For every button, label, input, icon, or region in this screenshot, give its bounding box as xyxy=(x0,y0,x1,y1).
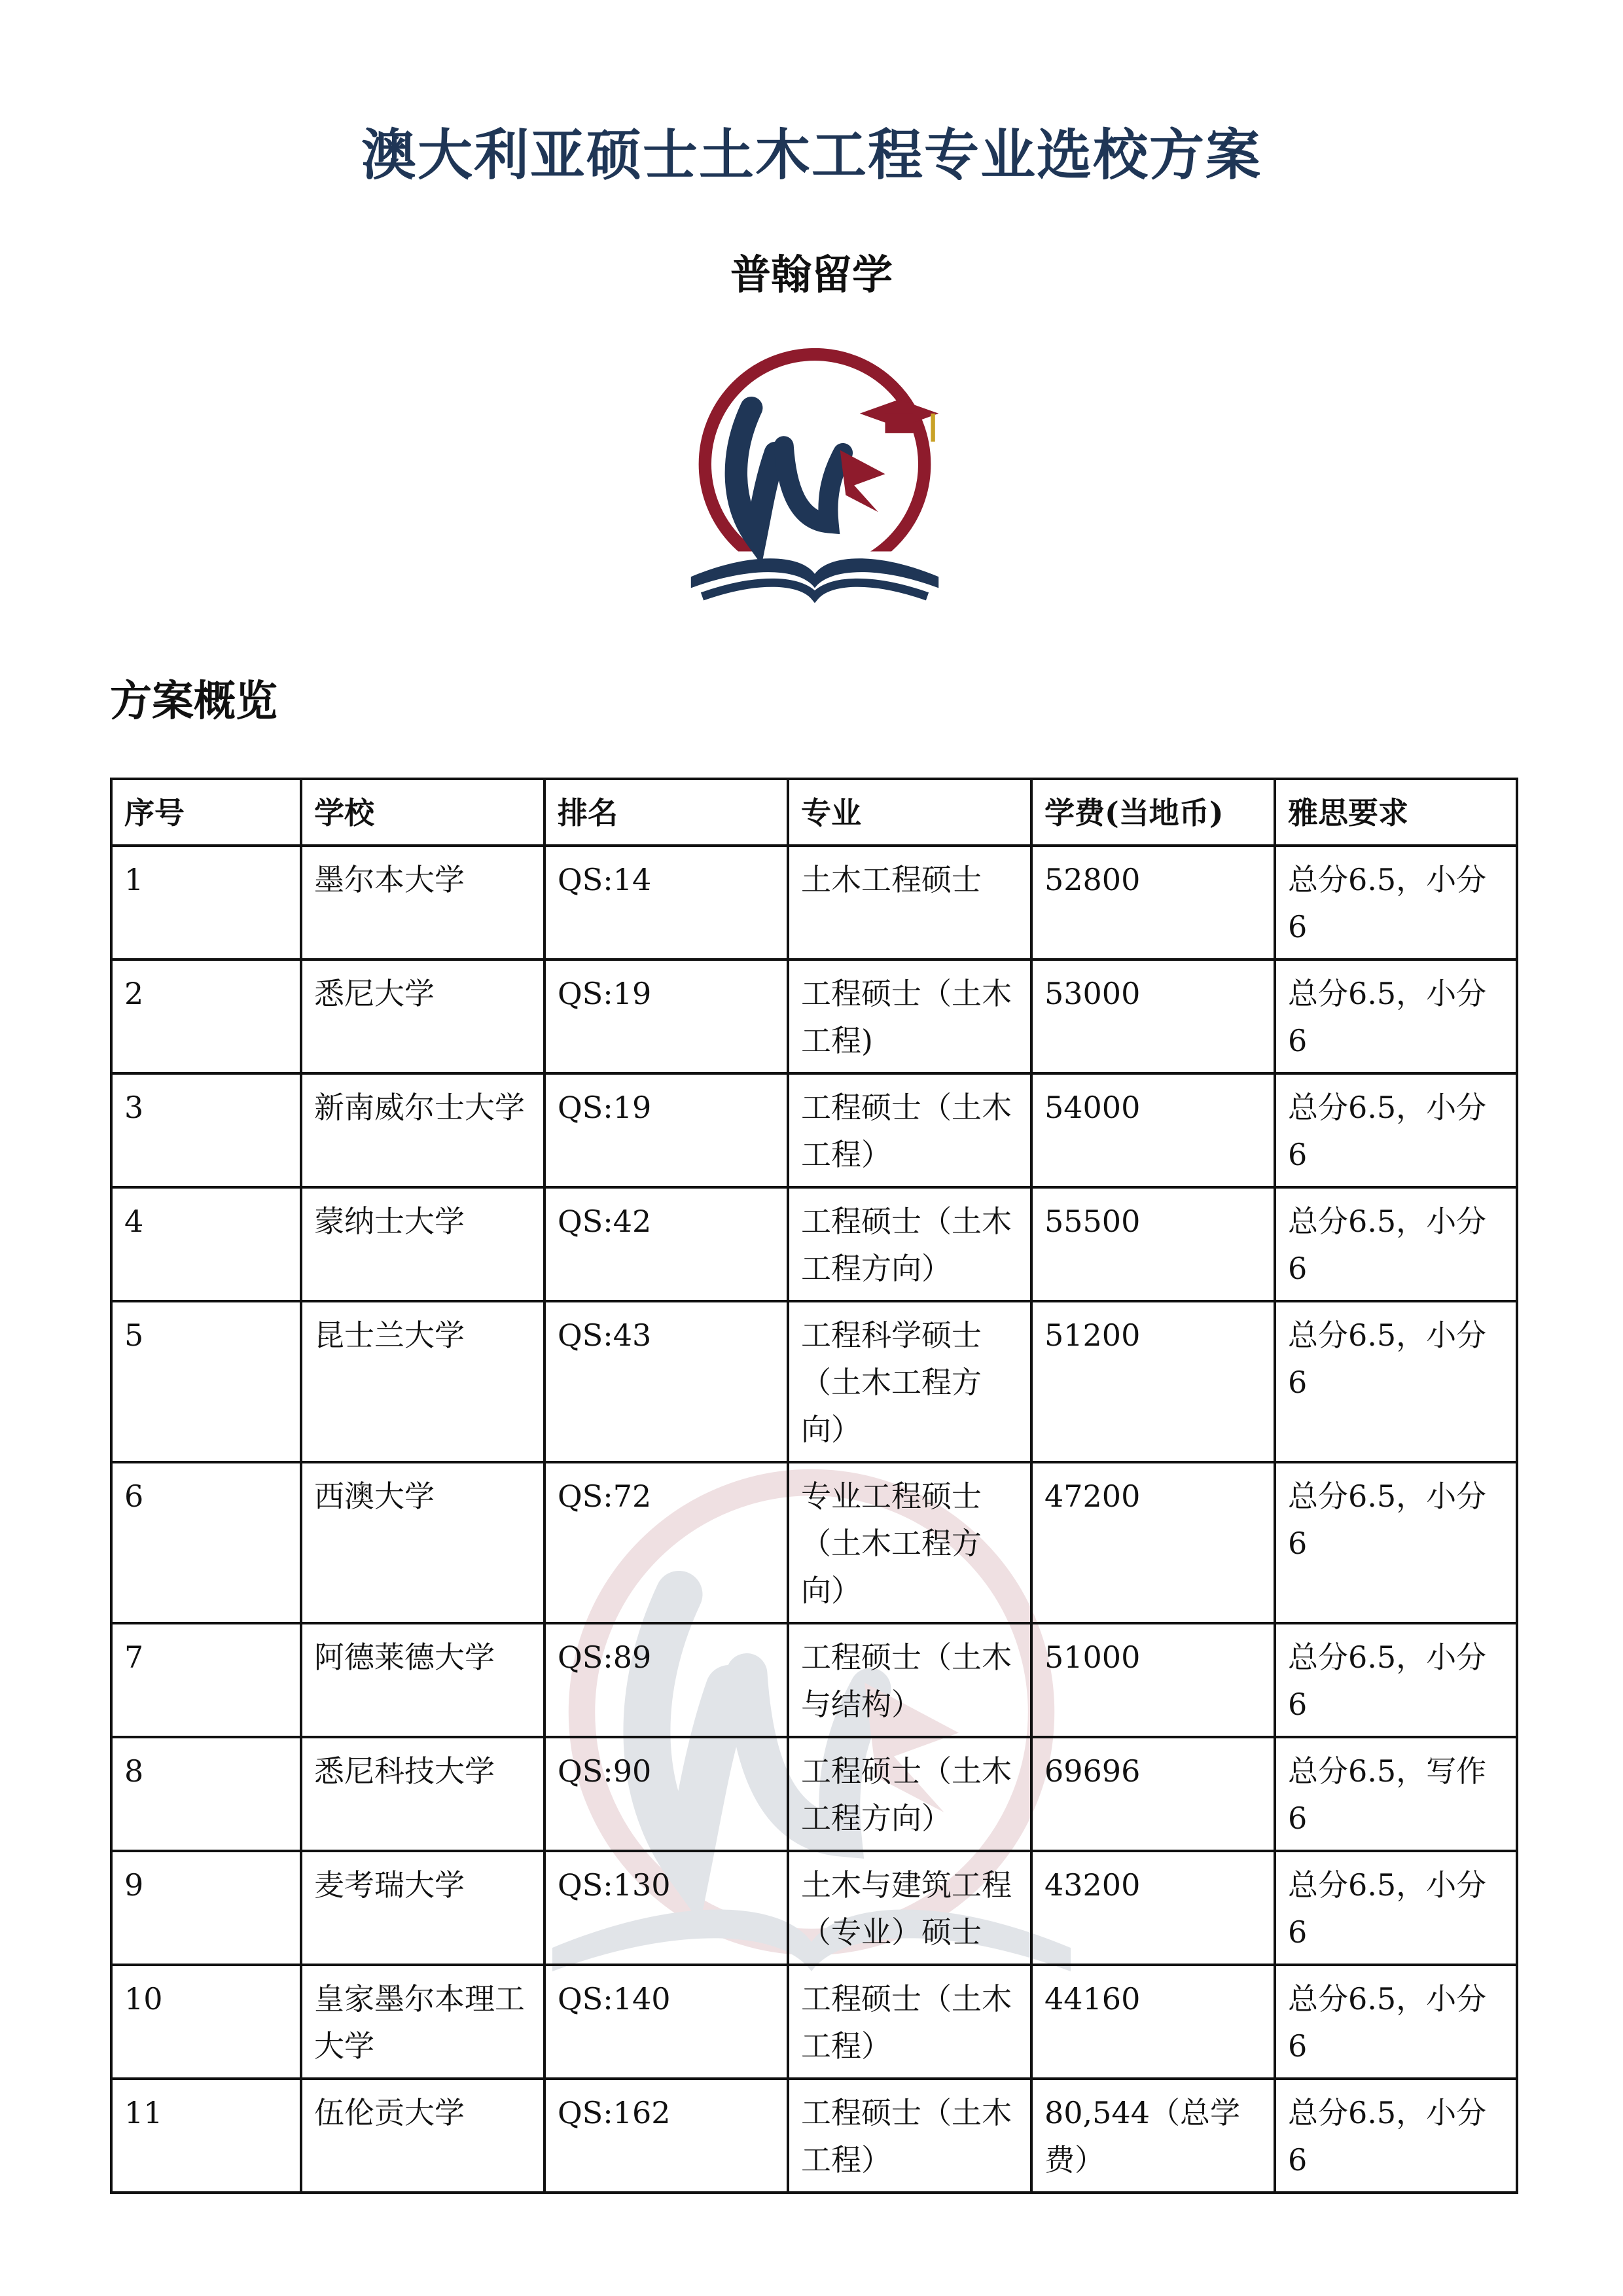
cell-major: 工程硕士（土木与结构） xyxy=(788,1623,1031,1737)
cell-major: 土木工程硕士 xyxy=(788,846,1031,960)
table-row xyxy=(111,1965,1517,2079)
cell-tuition: 52800 xyxy=(1031,846,1275,960)
cell-ranking: QS:90 xyxy=(544,1737,788,1851)
header-ranking: 排名 xyxy=(544,779,788,846)
cell-tuition: 80,544（总学费） xyxy=(1031,2079,1275,2193)
cell-major: 专业工程硕士（土木工程方向） xyxy=(788,1462,1031,1623)
cell-ielts: 总分6.5，小分6 xyxy=(1275,1187,1517,1301)
cell-ranking: QS:140 xyxy=(544,1965,788,2079)
cell-tuition: 51000 xyxy=(1031,1623,1275,1737)
cell-major: 工程硕士（土木工程方向） xyxy=(788,1737,1031,1851)
cell-tuition: 69696 xyxy=(1031,1737,1275,1851)
table-row xyxy=(111,1462,1517,1623)
cell-index: 4 xyxy=(111,1187,301,1301)
header-school: 学校 xyxy=(301,779,544,846)
cell-tuition: 55500 xyxy=(1031,1187,1275,1301)
document-title: 澳大利亚硕士土木工程专业选校方案 xyxy=(361,122,1262,187)
cell-ranking: QS:14 xyxy=(544,846,788,960)
header-tuition: 学费(当地币) xyxy=(1031,779,1275,846)
cell-tuition: 47200 xyxy=(1031,1462,1275,1623)
cell-index: 5 xyxy=(111,1301,301,1462)
cell-ielts: 总分6.5，小分6 xyxy=(1275,2079,1517,2193)
cell-major: 工程硕士（土木工程） xyxy=(788,1965,1031,2079)
cell-major: 工程硕士（土木工程方向） xyxy=(788,1187,1031,1301)
header-major: 专业 xyxy=(788,779,1031,846)
table-row xyxy=(111,1301,1517,1462)
table-header-row xyxy=(111,779,1517,846)
table-row xyxy=(111,2079,1517,2193)
cell-school: 伍伦贡大学 xyxy=(301,2079,544,2193)
cell-ielts: 总分6.5，小分6 xyxy=(1275,1623,1517,1737)
cell-school: 悉尼科技大学 xyxy=(301,1737,544,1851)
cell-school: 皇家墨尔本理工大学 xyxy=(301,1965,544,2079)
cell-school: 麦考瑞大学 xyxy=(301,1851,544,1965)
header-index: 序号 xyxy=(111,779,301,846)
cell-index: 11 xyxy=(111,2079,301,2193)
cell-index: 2 xyxy=(111,960,301,1073)
table-row xyxy=(111,1737,1517,1851)
table-row xyxy=(111,960,1517,1073)
table-row xyxy=(111,1623,1517,1737)
cell-tuition: 51200 xyxy=(1031,1301,1275,1462)
cell-major: 土木与建筑工程（专业）硕士 xyxy=(788,1851,1031,1965)
cell-ielts: 总分6.5，小分6 xyxy=(1275,1073,1517,1187)
cell-ranking: QS:42 xyxy=(544,1187,788,1301)
cell-major: 工程硕士（土木工程） xyxy=(788,1073,1031,1187)
cell-school: 悉尼大学 xyxy=(301,960,544,1073)
table-row xyxy=(111,1073,1517,1187)
cell-ielts: 总分6.5，小分6 xyxy=(1275,846,1517,960)
cell-ranking: QS:19 xyxy=(544,1073,788,1187)
cell-major: 工程硕士（土木工程） xyxy=(788,2079,1031,2193)
cell-ranking: QS:162 xyxy=(544,2079,788,2193)
section-heading-overview: 方案概览 xyxy=(110,677,277,726)
cell-index: 6 xyxy=(111,1462,301,1623)
cell-ielts: 总分6.5，小分6 xyxy=(1275,1965,1517,2079)
cell-ielts: 总分6.5，小分6 xyxy=(1275,960,1517,1073)
cell-school: 墨尔本大学 xyxy=(301,846,544,960)
cell-index: 9 xyxy=(111,1851,301,1965)
cell-school: 蒙纳士大学 xyxy=(301,1187,544,1301)
cell-tuition: 44160 xyxy=(1031,1965,1275,2079)
puhan-education-logo-icon xyxy=(674,340,955,622)
cell-tuition: 53000 xyxy=(1031,960,1275,1073)
cell-school: 阿德莱德大学 xyxy=(301,1623,544,1737)
table-row xyxy=(111,846,1517,960)
cell-ielts: 总分6.5，小分6 xyxy=(1275,1301,1517,1462)
cell-tuition: 54000 xyxy=(1031,1073,1275,1187)
cell-school: 昆士兰大学 xyxy=(301,1301,544,1462)
cell-ranking: QS:130 xyxy=(544,1851,788,1965)
cell-index: 7 xyxy=(111,1623,301,1737)
cell-ranking: QS:19 xyxy=(544,960,788,1073)
cell-ielts: 总分6.5，小分6 xyxy=(1275,1462,1517,1623)
cell-ielts: 总分6.5，写作6 xyxy=(1275,1737,1517,1851)
cell-index: 1 xyxy=(111,846,301,960)
cell-school: 新南威尔士大学 xyxy=(301,1073,544,1187)
table-row xyxy=(111,1187,1517,1301)
cell-school: 西澳大学 xyxy=(301,1462,544,1623)
cell-ielts: 总分6.5，小分6 xyxy=(1275,1851,1517,1965)
cell-tuition: 43200 xyxy=(1031,1851,1275,1965)
cell-ranking: QS:43 xyxy=(544,1301,788,1462)
cell-index: 8 xyxy=(111,1737,301,1851)
cell-major: 工程科学硕士（土木工程方向） xyxy=(788,1301,1031,1462)
cell-ranking: QS:72 xyxy=(544,1462,788,1623)
header-ielts: 雅思要求 xyxy=(1275,779,1517,846)
cell-index: 10 xyxy=(111,1965,301,2079)
cell-index: 3 xyxy=(111,1073,301,1187)
cell-ranking: QS:89 xyxy=(544,1623,788,1737)
document-subtitle: 普翰留学 xyxy=(730,251,893,298)
school-plan-table xyxy=(110,778,1518,2194)
cell-major: 工程硕士（土木工程) xyxy=(788,960,1031,1073)
table-row xyxy=(111,1851,1517,1965)
